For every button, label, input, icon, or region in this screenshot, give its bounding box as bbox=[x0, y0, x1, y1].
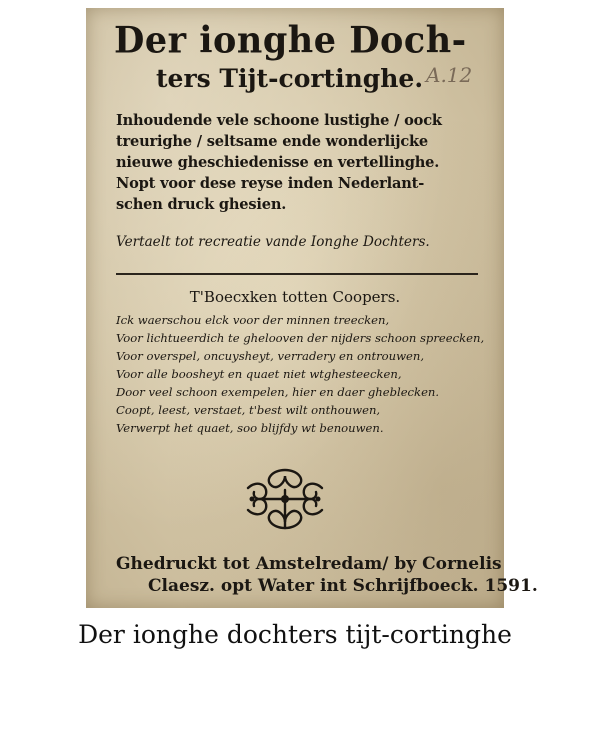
book-title-line-2: ters Tijt-cortinghe. bbox=[156, 64, 424, 93]
imprint-line: Claesz. opt Water int Schrijfboeck. 1591. bbox=[148, 576, 538, 596]
imprint-line: Ghedruckt tot Amstelredam/ by Cornelis bbox=[116, 554, 502, 574]
verse-line: Voor overspel, oncuysheyt, verradery en ontrouwen, bbox=[116, 349, 425, 363]
description-line: nieuwe gheschiedenisse en vertellinghe. bbox=[116, 154, 440, 171]
divider-rule bbox=[116, 273, 478, 275]
printers-ornament-icon bbox=[242, 466, 328, 532]
description-line: schen druck ghesien. bbox=[116, 196, 287, 213]
subtitle: Vertaelt tot recreatie vande Ionghe Dochters. bbox=[116, 234, 430, 250]
description-line: Inhoudende vele schoone lustighe / oock bbox=[116, 112, 442, 129]
verse-line: Verwerpt het quaet, soo blijfdy wt benouwen. bbox=[116, 421, 384, 435]
image-caption: Der ionghe dochters tijt-cortinghe bbox=[78, 620, 512, 649]
poem-heading: T'Boecxken totten Coopers. bbox=[189, 288, 401, 306]
verse-line: Voor alle boosheyt en quaet niet wtghesteecken, bbox=[116, 367, 402, 381]
description-line: Nopt voor dese reyse inden Nederlant- bbox=[116, 175, 425, 192]
description-line: treurighe / seltsame ende wonderlijcke bbox=[116, 133, 429, 150]
verse-line: Voor lichtueerdich te ghelooven der nijders schoon spreecken, bbox=[116, 331, 485, 345]
verse-line: Door veel schoon exempelen, hier en daer gheblecken. bbox=[116, 385, 440, 399]
verse-line: Ick waerschou elck voor der minnen treecken, bbox=[116, 313, 390, 327]
scanned-title-page bbox=[86, 8, 538, 608]
verse-line: Coopt, leest, verstaet, t'best wilt onthouwen, bbox=[116, 403, 381, 417]
shelfmark-annotation: A.12 bbox=[426, 63, 473, 87]
book-title-line-1: Der ionghe Doch- bbox=[114, 18, 467, 63]
